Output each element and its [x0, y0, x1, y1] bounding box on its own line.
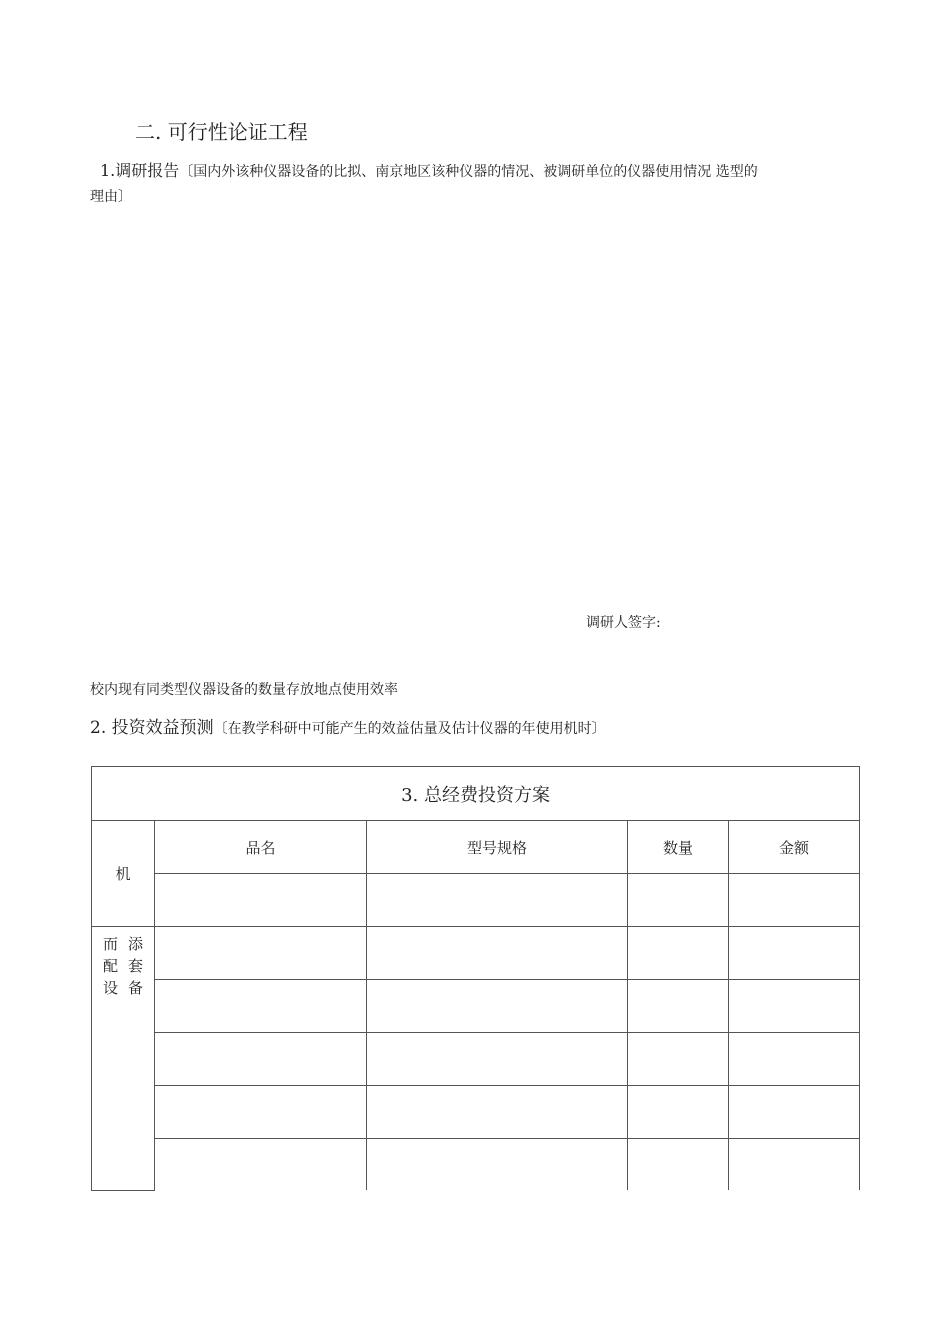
header-quantity: 数量 — [628, 821, 729, 874]
table-cell[interactable] — [628, 927, 729, 980]
table-title-row — [92, 767, 860, 821]
table-row — [92, 1139, 860, 1191]
table-row — [92, 980, 860, 1033]
table-cell[interactable] — [628, 1033, 729, 1086]
signature-label: 调研人签字: — [586, 615, 661, 631]
side-label-upper: 机 — [92, 821, 155, 927]
table-cell[interactable] — [155, 1033, 367, 1086]
side-label-line: 配套 — [102, 957, 153, 975]
table-row — [92, 927, 860, 980]
table-cell[interactable] — [155, 874, 367, 927]
item1-note-continued: 理由〕 — [90, 189, 132, 205]
table-cell[interactable] — [729, 874, 860, 927]
side-label-line: 设备 — [102, 979, 153, 997]
table-cell[interactable] — [367, 927, 628, 980]
table-cell[interactable] — [367, 1086, 628, 1139]
table-cell[interactable] — [367, 980, 628, 1033]
item2-label: 2. 投资效益预测 — [90, 718, 214, 738]
table-cell[interactable] — [729, 1086, 860, 1139]
table-cell[interactable] — [729, 980, 860, 1033]
campus-equipment-line: 校内现有同类型仪器设备的数量存放地点使用效率 — [90, 682, 398, 698]
header-name: 品名 — [155, 821, 367, 874]
table-row — [92, 1033, 860, 1086]
item1-label: 1.调研报告 — [100, 161, 180, 180]
section-title: 二. 可行性论证工程 — [135, 120, 308, 144]
table-cell[interactable] — [628, 980, 729, 1033]
table-row — [92, 874, 860, 927]
table-cell[interactable] — [729, 927, 860, 980]
side-label-line: 而添 — [102, 935, 153, 953]
table-cell[interactable] — [367, 1033, 628, 1086]
table-cell[interactable] — [367, 874, 628, 927]
table-cell[interactable] — [367, 1139, 628, 1191]
header-amount: 金额 — [729, 821, 860, 874]
table-cell[interactable] — [628, 874, 729, 927]
item1-note: 〔国内外该种仪器设备的比拟、南京地区该种仪器的情况、被调研单位的仪器使用情况 选型的 — [179, 164, 758, 180]
header-model: 型号规格 — [367, 821, 628, 874]
item2-note: 〔在教学科研中可能产生的效益估量及估计仪器的年使用机时〕 — [213, 721, 606, 737]
table-cell[interactable] — [155, 1086, 367, 1139]
table-cell[interactable] — [729, 1033, 860, 1086]
table-cell[interactable] — [628, 1086, 729, 1139]
budget-table — [91, 766, 860, 1191]
table-cell[interactable] — [729, 1139, 860, 1191]
table-cell[interactable] — [155, 927, 367, 980]
item1-heading — [100, 158, 758, 181]
table-row — [92, 1086, 860, 1139]
table-cell[interactable] — [155, 980, 367, 1033]
table-cell[interactable] — [628, 1139, 729, 1191]
table-title: 3. 总经费投资方案 — [92, 767, 860, 821]
item2-heading — [90, 713, 606, 738]
table-header-row — [92, 821, 860, 874]
side-label-lower — [92, 927, 155, 1191]
table-cell[interactable] — [155, 1139, 367, 1191]
